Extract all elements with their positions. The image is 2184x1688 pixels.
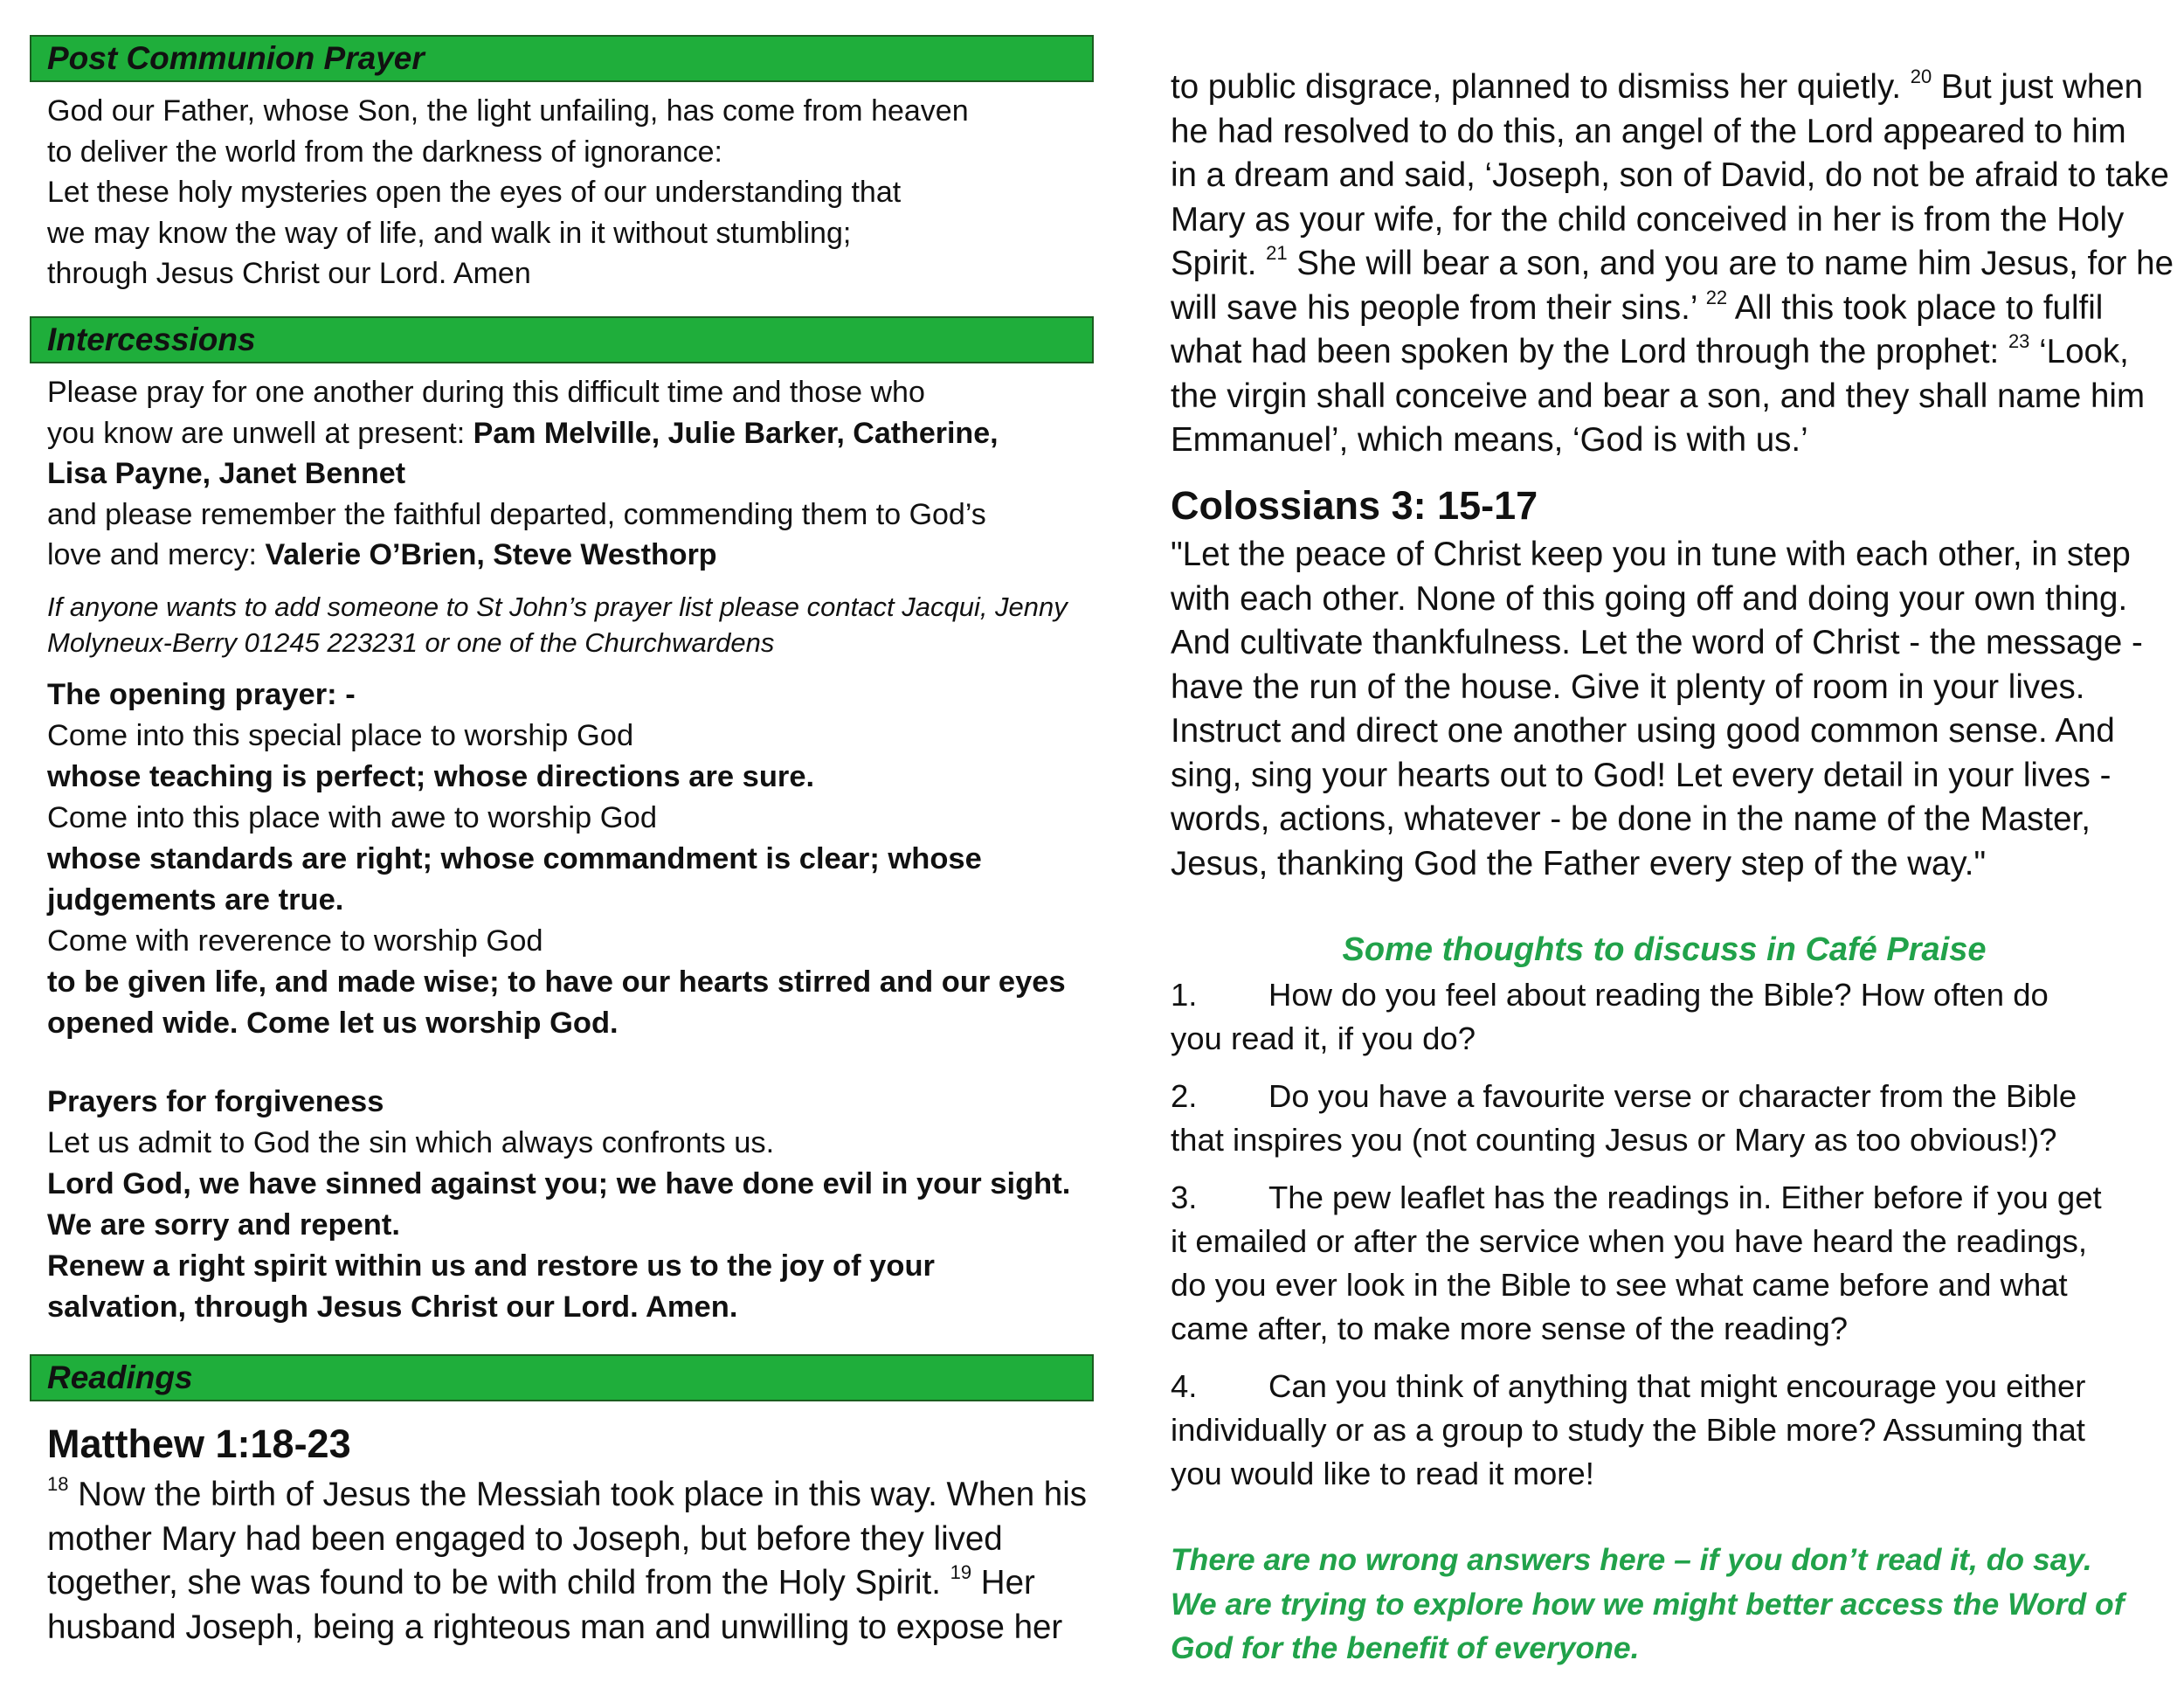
sick-names: Lisa Payne, Janet Bennet: [47, 457, 406, 490]
thought-line: that inspires you (not counting Jesus or Mary as too obvious!)?: [1171, 1122, 2057, 1158]
thought-item: [1171, 973, 2102, 1061]
thought-line: you would like to read it more!: [1171, 1456, 1594, 1491]
thought-line: [1171, 1176, 2102, 1220]
reading-line: [47, 1473, 1087, 1518]
reading-line: mother Mary had been engaged to Joseph, but before they lived: [47, 1519, 1003, 1558]
matthew-title: Matthew 1:18-23: [47, 1422, 351, 1466]
thought-item: [1171, 1176, 2102, 1351]
opening-prayer-line: Come with reverence to worship God: [47, 924, 543, 958]
verse-number: 20: [1910, 66, 1932, 88]
thoughts-heading: Some thoughts to discuss in Café Praise: [1342, 931, 1987, 968]
readings-heading: Readings: [30, 1354, 1094, 1401]
reading-line: [1171, 66, 2174, 110]
reading-line: Emmanuel’, which means, ‘God is with us.’: [1171, 421, 1808, 459]
intercession-line: and please remember the faithful departed, commending them to God’s: [47, 497, 986, 531]
reading-line: husband Joseph, being a righteous man and unwilling to expose her: [47, 1608, 1063, 1646]
colossians-title: Colossians 3: 15-17: [1171, 483, 1538, 528]
post-communion-heading: Post Communion Prayer: [30, 35, 1094, 82]
opening-prayer-line: to be given life, and made wise; to have our hearts stirred and our eyes: [47, 965, 1066, 999]
sick-names: Pam Melville, Julie Barker, Catherine,: [473, 416, 999, 450]
thought-text: The pew leaflet has the readings in. Either before if you get: [1268, 1180, 2102, 1215]
intercessions-heading: Intercessions: [30, 316, 1094, 363]
thought-item: [1171, 1075, 2102, 1162]
closing-note: [1171, 1538, 2125, 1671]
opening-prayer-line: whose standards are right; whose commandment is clear; whose: [47, 842, 982, 875]
reading-line: he had resolved to do this, an angel of the Lord appeared to him: [1171, 112, 2126, 150]
forgiveness-title: Prayers for forgiveness: [47, 1085, 384, 1118]
reading-text: what had been spoken by the Lord through the prophet:: [1171, 333, 2008, 370]
thought-text: Do you have a favourite verse or character from the Bible: [1268, 1078, 2077, 1114]
closing-line: We are trying to explore how we might better access the Word of: [1171, 1586, 2125, 1622]
thought-number: 1.: [1171, 977, 1198, 1013]
opening-prayer-lines: [47, 716, 1066, 1044]
thought-text: How do you feel about reading the Bible? How often do: [1268, 977, 2049, 1013]
note-line: If anyone wants to add someone to St John’s prayer list please contact Jacqui, Jenny: [47, 591, 1068, 622]
thought-item: [1171, 1365, 2102, 1496]
reading-line: [1171, 330, 2174, 375]
thought-line: [1171, 1365, 2102, 1408]
colossians-line: with each other. None of this going off and doing your own thing.: [1171, 579, 2128, 618]
colossians-line: "Let the peace of Christ keep you in tune with each other, in step: [1171, 536, 2131, 573]
prayer-line: through Jesus Christ our Lord. Amen: [47, 257, 531, 290]
colossians-line: have the run of the house. Give it plenty of room in your lives.: [1171, 668, 2085, 706]
thought-line: do you ever look in the Bible to see what came before and what: [1171, 1267, 2068, 1303]
reading-line: in a dream and said, ‘Joseph, son of David, do not be afraid to take: [1171, 156, 2169, 194]
intercession-line: [47, 413, 999, 454]
reading-line: [1171, 242, 2174, 287]
thought-number: 2.: [1171, 1078, 1198, 1114]
reading-line: [47, 1561, 1087, 1606]
verse-number: 23: [2008, 330, 2030, 353]
forgiveness-line: Renew a right spirit within us and restore us to the joy of your: [47, 1249, 935, 1283]
verse-number: 22: [1705, 286, 1728, 308]
reading-line: Mary as your wife, for the child conceived in her is from the Holy: [1171, 200, 2125, 239]
reading-text: ‘Look,: [2029, 333, 2129, 370]
thought-number: 3.: [1171, 1180, 1198, 1215]
verse-number: 19: [950, 1561, 972, 1584]
prayer-list-note: [47, 589, 1068, 661]
forgiveness-line: Lord God, we have sinned against you; we have done evil in your sight.: [47, 1167, 1071, 1200]
matthew-text-continued: [1171, 66, 2174, 463]
prayer-line: Let these holy mysteries open the eyes of our understanding that: [47, 176, 902, 209]
reading-text: Her: [971, 1564, 1035, 1602]
prayer-line: to deliver the world from the darkness of ignorance:: [47, 135, 722, 169]
closing-line: There are no wrong answers here – if you don’t read it, do say.: [1171, 1542, 2092, 1577]
thought-line: [1171, 1075, 2102, 1118]
reading-text: will save his people from their sins.’: [1171, 288, 1706, 327]
opening-prayer-line: Come into this place with awe to worship God: [47, 801, 658, 834]
departed-names: Valerie O’Brien, Steve Westhorp: [265, 538, 717, 571]
reading-line: the virgin shall conceive and bear a son, and they shall name him: [1171, 377, 2146, 415]
colossians-text: [1171, 533, 2143, 886]
forgiveness-line: We are sorry and repent.: [47, 1208, 400, 1242]
reading-text: to public disgrace, planned to dismiss her quietly.: [1171, 68, 1911, 106]
thought-line: it emailed or after the service when you have heard the readings,: [1171, 1223, 2087, 1259]
prayer-line: we may know the way of life, and walk in it without stumbling;: [47, 216, 852, 250]
thought-line: [1171, 973, 2102, 1017]
reading-text: Spirit.: [1171, 245, 1267, 282]
post-communion-prayer: [47, 91, 969, 294]
thought-number: 4.: [1171, 1368, 1198, 1404]
opening-prayer-title: The opening prayer: -: [47, 678, 356, 711]
reading-text: Now the birth of Jesus the Messiah took place in this way. When his: [68, 1476, 1088, 1513]
prayer-line: God our Father, whose Son, the light unfailing, has come from heaven: [47, 94, 969, 128]
forgiveness-prayer: [47, 1082, 1070, 1328]
verse-number: 18: [47, 1473, 69, 1496]
colossians-line: Jesus, thanking God the Father every step of the way.": [1171, 844, 1987, 882]
reading-text: together, she was found to be with child from the Holy Spirit.: [47, 1564, 950, 1602]
intercession-line: Please pray for one another during this difficult time and those who: [47, 376, 925, 409]
matthew-text: [47, 1473, 1087, 1650]
colossians-line: sing, sing your hearts out to God! Let every detail in your lives -: [1171, 756, 2111, 794]
opening-prayer-line: judgements are true.: [47, 883, 344, 917]
opening-prayer-line: Come into this special place to worship God: [47, 719, 634, 752]
closing-line: God for the benefit of everyone.: [1171, 1630, 1640, 1665]
colossians-line: Instruct and direct one another using good common sense. And: [1171, 712, 2115, 750]
colossians-line: And cultivate thankfulness. Let the word of Christ - the message -: [1171, 624, 2143, 661]
thought-text: Can you think of anything that might encourage you either: [1268, 1368, 2086, 1404]
reading-text: She will bear a son, and you are to name him Jesus, for he: [1287, 245, 2174, 282]
forgiveness-line: Let us admit to God the sin which always confronts us.: [47, 1126, 775, 1159]
reading-line: [1171, 287, 2174, 331]
forgiveness-lines: [47, 1123, 1070, 1328]
intercession-line: [47, 535, 999, 576]
opening-prayer-line: whose teaching is perfect; whose directions are sure.: [47, 760, 815, 793]
colossians-line: words, actions, whatever - be done in the name of the Master,: [1171, 800, 2091, 838]
forgiveness-line: salvation, through Jesus Christ our Lord. Amen.: [47, 1290, 738, 1324]
reading-text: But just when: [1932, 68, 2144, 106]
verse-number: 21: [1266, 242, 1288, 265]
intercessions-body: [47, 372, 999, 576]
intercession-text: love and mercy:: [47, 538, 266, 571]
thought-line: came after, to make more sense of the reading?: [1171, 1311, 1849, 1346]
intercession-text: you know are unwell at present:: [47, 416, 473, 450]
note-line: Molyneux-Berry 01245 223231 or one of the Churchwardens: [47, 627, 775, 658]
opening-prayer: [47, 675, 1066, 1044]
reading-text: All this took place to fulfil: [1727, 288, 2104, 327]
opening-prayer-line: opened wide. Come let us worship God.: [47, 1007, 619, 1040]
thoughts-list: [1171, 973, 2102, 1510]
thought-line: individually or as a group to study the Bible more? Assuming that: [1171, 1412, 2085, 1448]
thought-line: you read it, if you do?: [1171, 1020, 1476, 1056]
